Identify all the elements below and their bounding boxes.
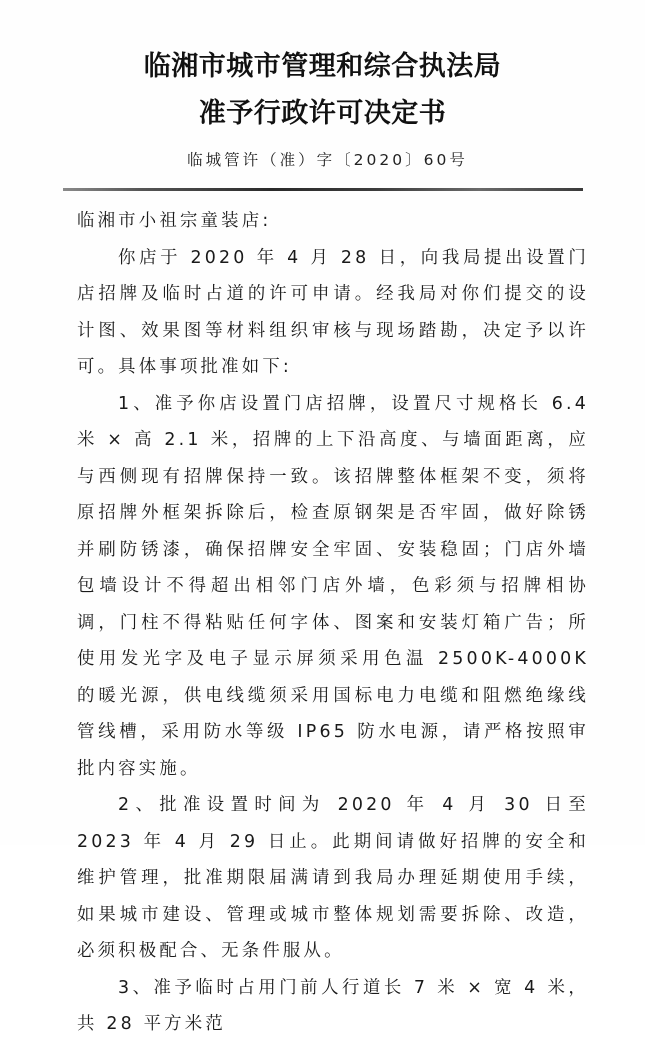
addressee: 临湘市小祖宗童装店: xyxy=(77,211,272,231)
paragraph-intro: 你店于 2020 年 4 月 28 日，向我局提出设置门店招牌及临时占道的许可申请。经我局对你们提交的设计图、效果图等材料组织审核与现场踏勘，决定予以许可。具体事项批准如下: xyxy=(77,247,589,377)
paragraph-item-2: 2、批准设置时间为 2020 年 4 月 30 日至 2023 年 4 月 29 日止。此期间请做好招牌的安全和维护管理，批准期限届满请到我局办理延期使用手续，如果城市建设、管理或城市整体规划需要拆除、改造，必须积极配合、无条件服从。 xyxy=(77,795,589,961)
header-divider xyxy=(63,188,583,191)
issuer-title: 临湘市城市管理和综合执法局 xyxy=(143,51,502,82)
document-type-title: 准予行政许可决定书 xyxy=(198,98,447,129)
document-number: 临城管许（准）字〔2020〕60号 xyxy=(187,151,468,169)
paragraph-item-3: 3、准予临时占用门前人行道长 7 米 × 宽 4 米，共 28 平方米范 xyxy=(77,977,589,1034)
paragraph-item-1: 1、准予你店设置门店招牌，设置尺寸规格长 6.4 米 × 高 2.1 米，招牌的上下沿高度、与墙面距离，应与西侧现有招牌保持一致。该招牌整体框架不变，须将原招牌外框架拆除后，检查原钢架是否牢固，做好除锈并刷防锈漆，确保招牌安全牢固、安装稳固；门店外墙包墙设计不得超出相邻门店外墙，色彩须与招牌相协调，门柱不得粘贴任何字体、图案和安装灯箱广告；所使用发光字及电子显示屏须采用色温 2500K-4000K 的暖光源，供电线缆须采用国标电力电缆和阻燃绝缘线管线槽，采用防水等级 IP65 防水电源，请严格按照审批内容实施。 xyxy=(77,393,589,779)
document-body xyxy=(77,203,589,1043)
